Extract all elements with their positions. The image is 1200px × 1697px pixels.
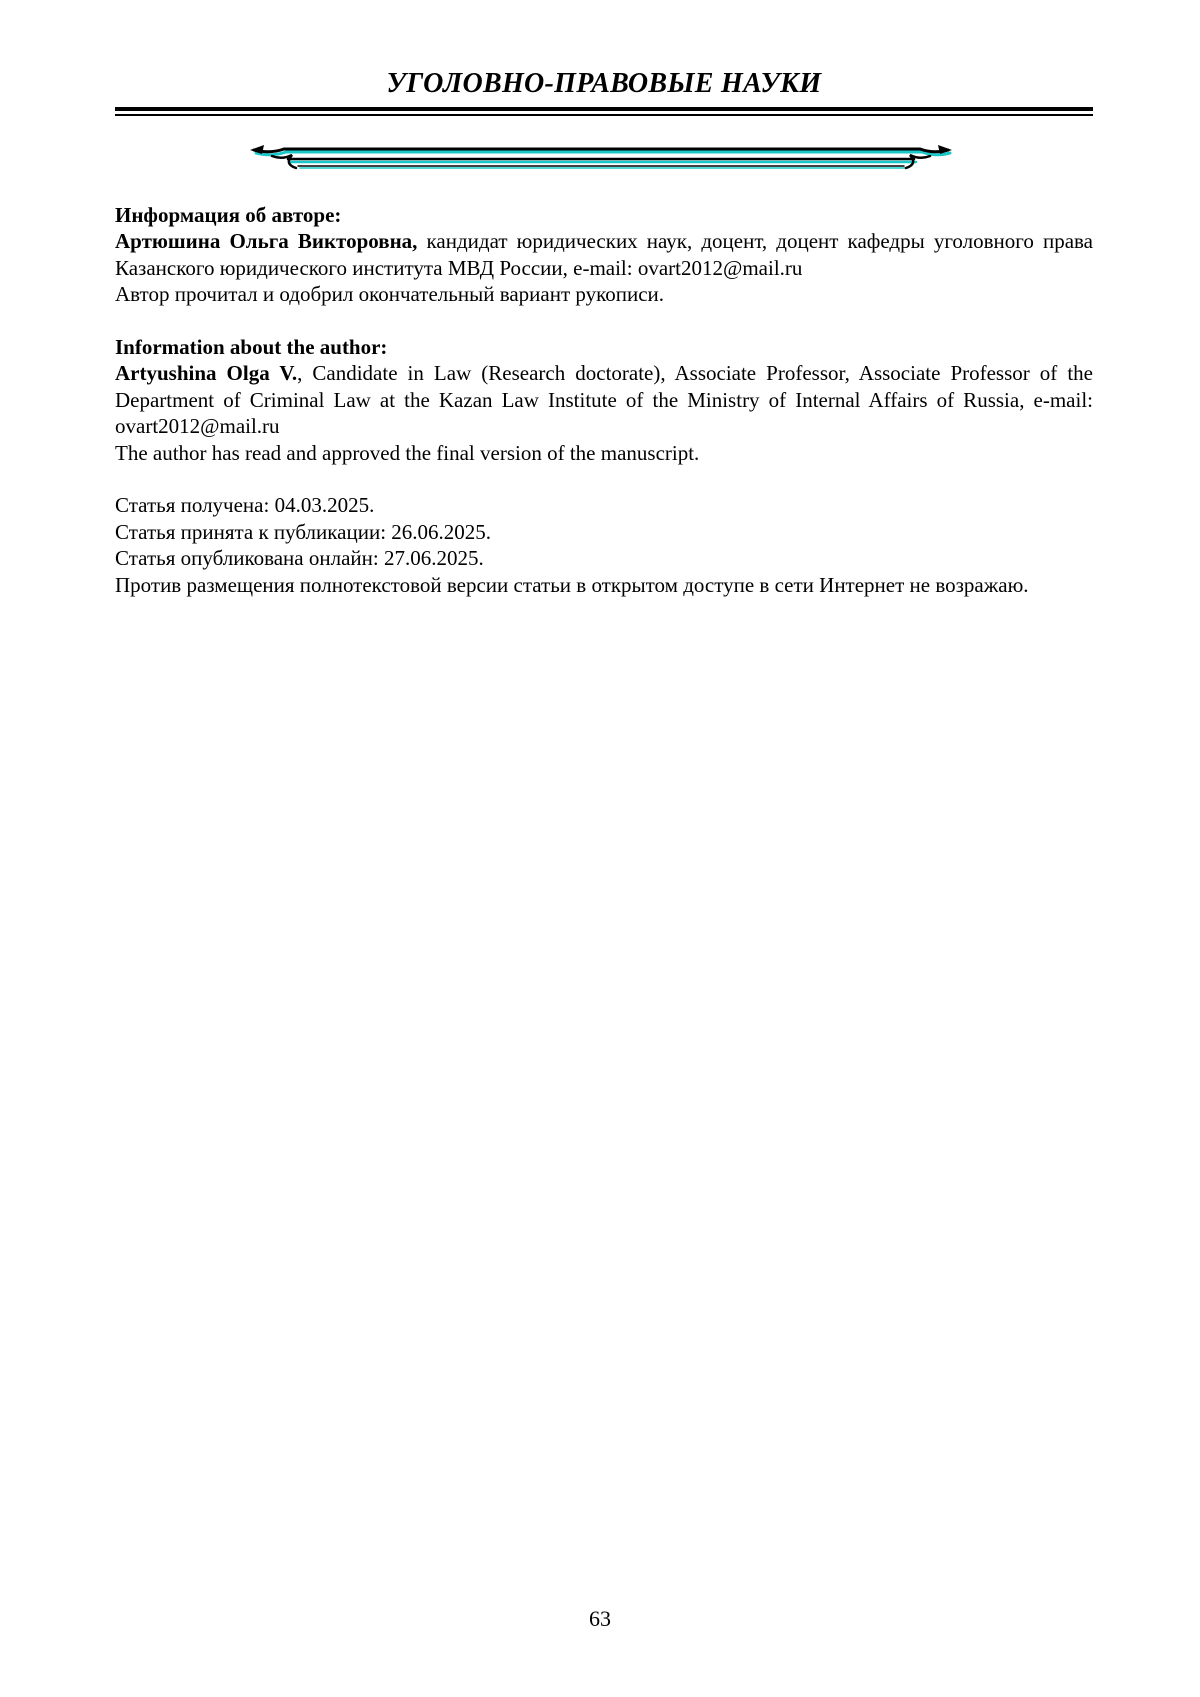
publication-consent: Против размещения полнотекстовой версии статьи в открытом доступе в сети Интернет не возражаю. [115,572,1029,597]
date-received: Статья получена: 04.03.2025. [115,493,375,518]
date-published: Статья опубликована онлайн: 27.06.2025. [115,546,484,571]
author-en-name: Artyushina Olga V. [115,361,298,386]
date-accepted: Статья принята к публикации: 26.06.2025. [115,519,492,544]
section-title: УГОЛОВНО-ПРАВОВЫЕ НАУКИ [386,68,822,99]
author-ru-approval: Автор прочитал и одобрил окончательный вариант рукописи. [115,282,665,307]
author-info-block [115,202,1093,598]
author-ru-name: Артюшина Ольга Викторовна, [115,229,418,254]
header-rule-thick [115,107,1093,111]
author-ru-bio [115,228,1093,281]
header-rule-thin [115,114,1093,116]
author-ru-details: кандидат юридических наук, доцент, доцент кафедры уголовного права Казанского юридического института МВД России, e-mail: ovart2012@mail.ru [115,229,1093,280]
decorative-divider-ornament [248,140,954,174]
author-en-heading: Information about the author: [115,335,388,360]
author-en-details: , Candidate in Law (Research doctorate), Associate Professor, Associate Professor of the Department of Criminal Law at the Kazan Law Institute of the Ministry of Internal Affairs of Russia, e-mail: ovart2012@mail.ru [115,361,1093,439]
author-ru-heading: Информация об авторе: [115,203,342,227]
author-en-approval: The author has read and approved the final version of the manuscript. [115,440,700,465]
author-en-bio [115,360,1093,439]
page-number: 63 [589,1606,611,1631]
